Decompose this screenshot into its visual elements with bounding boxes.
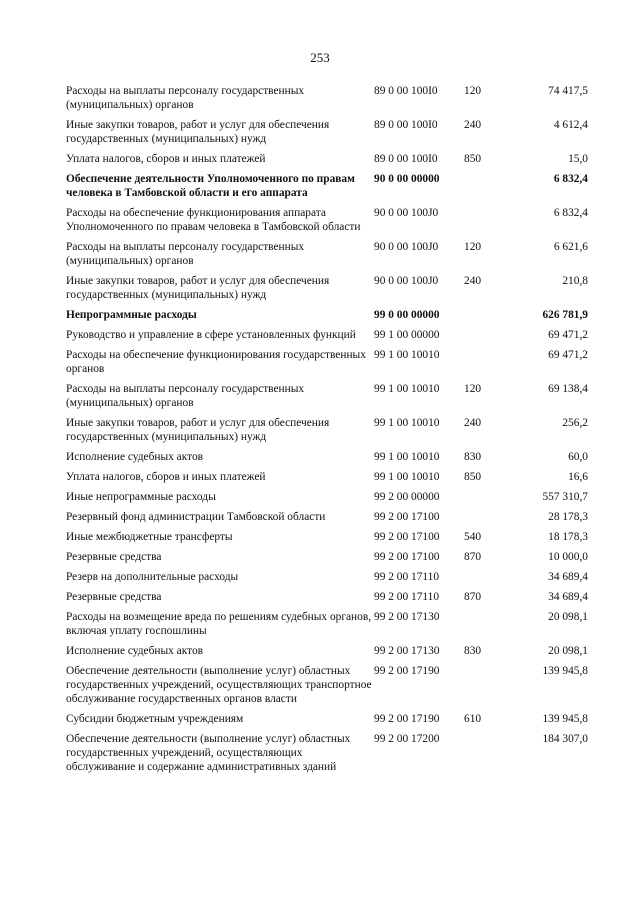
- target-code-cell: 89 0 00 100I0: [374, 119, 438, 131]
- table-row: [66, 382, 588, 416]
- target-code-cell: 99 1 00 10010: [374, 471, 440, 483]
- expense-name-cell: Иные закупки товаров, работ и услуг для обеспечения государственных (муниципальных) нужд: [66, 275, 330, 301]
- expense-name-cell: Резерв на дополнительные расходы: [66, 571, 239, 583]
- table-row: [66, 84, 588, 118]
- table-row: [66, 206, 588, 240]
- target-code-cell: 99 2 00 17110: [374, 591, 440, 603]
- target-code-cell: 99 2 00 17100: [374, 511, 440, 523]
- amount-cell: 557 310,7: [542, 491, 588, 503]
- expense-type-cell: [464, 490, 508, 510]
- table-row: [66, 308, 588, 328]
- target-code-cell: 90 0 00 100J0: [374, 207, 439, 219]
- amount-cell: 4 612,4: [553, 119, 588, 131]
- expense-name-cell: Расходы на обеспечение функционирования государственных органов: [66, 349, 366, 375]
- table-row: [66, 172, 588, 206]
- expense-name-cell: Резервные средства: [66, 551, 162, 563]
- expense-type-cell: 870: [464, 591, 482, 603]
- target-code-cell: 90 0 00 100J0: [374, 275, 439, 287]
- expense-type-cell: [464, 610, 508, 644]
- expense-type-cell: 240: [464, 275, 482, 287]
- target-code-cell: 99 2 00 17100: [374, 551, 440, 563]
- expense-name-cell: Субсидии бюджетным учреждениям: [66, 713, 244, 725]
- target-code-cell: 89 0 00 100I0: [374, 153, 438, 165]
- amount-cell: 6 621,6: [553, 241, 588, 253]
- table-row: [66, 470, 588, 490]
- expense-type-cell: [464, 172, 508, 206]
- table-row: [66, 416, 588, 450]
- amount-cell: 34 689,4: [548, 571, 588, 583]
- amount-cell: 6 832,4: [553, 173, 588, 185]
- expense-type-cell: [464, 328, 508, 348]
- table-row: [66, 274, 588, 308]
- expense-name-cell: Иные закупки товаров, работ и услуг для обеспечения государственных (муниципальных) нужд: [66, 417, 330, 443]
- amount-cell: 184 307,0: [542, 733, 588, 745]
- expense-name-cell: Обеспечение деятельности Уполномоченного по правам человека в Тамбовской области и его аппарата: [66, 173, 355, 199]
- table-row: [66, 450, 588, 470]
- table-row: [66, 590, 588, 610]
- expense-name-cell: Резервные средства: [66, 591, 162, 603]
- target-code-cell: 89 0 00 100I0: [374, 85, 438, 97]
- amount-cell: 256,2: [562, 417, 588, 429]
- expense-type-cell: 850: [464, 471, 482, 483]
- expense-type-cell: [464, 664, 508, 712]
- expense-type-cell: 120: [464, 383, 482, 395]
- expense-type-cell: 830: [464, 451, 482, 463]
- target-code-cell: 99 2 00 17100: [374, 531, 440, 543]
- budget-table: [66, 84, 588, 780]
- expense-type-cell: 120: [464, 241, 482, 253]
- target-code-cell: 99 2 00 17190: [374, 665, 440, 677]
- expense-name-cell: Руководство и управление в сфере установленных функций: [66, 329, 356, 341]
- amount-cell: 139 945,8: [542, 665, 588, 677]
- table-row: [66, 510, 588, 530]
- expense-type-cell: [464, 206, 508, 240]
- expense-type-cell: 120: [464, 85, 482, 97]
- table-row: [66, 240, 588, 274]
- expense-type-cell: 540: [464, 531, 482, 543]
- target-code-cell: 99 2 00 17130: [374, 611, 440, 623]
- amount-cell: 60,0: [568, 451, 588, 463]
- target-code-cell: 99 2 00 17110: [374, 571, 440, 583]
- table-row: [66, 118, 588, 152]
- expense-name-cell: Иные непрограммные расходы: [66, 491, 216, 503]
- target-code-cell: 99 1 00 00000: [374, 329, 440, 341]
- amount-cell: 15,0: [568, 153, 588, 165]
- target-code-cell: 99 1 00 10010: [374, 451, 440, 463]
- amount-cell: 69 471,2: [548, 329, 588, 341]
- amount-cell: 6 832,4: [553, 207, 588, 219]
- expense-type-cell: [464, 732, 508, 780]
- table-row: [66, 348, 588, 382]
- expense-type-cell: 830: [464, 645, 482, 657]
- amount-cell: 626 781,9: [542, 309, 588, 321]
- amount-cell: 20 098,1: [548, 611, 588, 623]
- expense-name-cell: Расходы на выплаты персоналу государственных (муниципальных) органов: [66, 383, 305, 409]
- table-row: [66, 328, 588, 348]
- table-row: [66, 644, 588, 664]
- amount-cell: 74 417,5: [548, 85, 588, 97]
- table-row: [66, 732, 588, 780]
- expense-name-cell: Расходы на обеспечение функционирования аппарата Уполномоченного по правам человека в Тамбовской области: [66, 207, 361, 233]
- expense-type-cell: [464, 510, 508, 530]
- expense-type-cell: [464, 308, 508, 328]
- expense-name-cell: Иные закупки товаров, работ и услуг для обеспечения государственных (муниципальных) нужд: [66, 119, 330, 145]
- expense-name-cell: Расходы на выплаты персоналу государственных (муниципальных) органов: [66, 85, 305, 111]
- expense-name-cell: Иные межбюджетные трансферты: [66, 531, 233, 543]
- expense-type-cell: 870: [464, 551, 482, 563]
- expense-name-cell: Обеспечение деятельности (выполнение услуг) областных государственных учреждений, осуществляющих обслуживание и содержание административных зданий: [66, 733, 351, 773]
- amount-cell: 69 138,4: [548, 383, 588, 395]
- expense-name-cell: Исполнение судебных актов: [66, 451, 204, 463]
- expense-type-cell: 240: [464, 119, 482, 131]
- table-row: [66, 664, 588, 712]
- target-code-cell: 99 2 00 17130: [374, 645, 440, 657]
- expense-name-cell: Расходы на возмещение вреда по решениям судебных органов, включая уплату госпошлины: [66, 611, 372, 637]
- expense-type-cell: 850: [464, 153, 482, 165]
- expense-type-cell: [464, 348, 508, 382]
- amount-cell: 18 178,3: [548, 531, 588, 543]
- table-row: [66, 530, 588, 550]
- amount-cell: 69 471,2: [548, 349, 588, 361]
- amount-cell: 20 098,1: [548, 645, 588, 657]
- target-code-cell: 99 1 00 10010: [374, 383, 440, 395]
- table-row: [66, 490, 588, 510]
- amount-cell: 16,6: [568, 471, 588, 483]
- target-code-cell: 99 1 00 10010: [374, 417, 440, 429]
- target-code-cell: 99 2 00 00000: [374, 491, 440, 503]
- table-row: [66, 550, 588, 570]
- amount-cell: 139 945,8: [542, 713, 588, 725]
- amount-cell: 210,8: [562, 275, 588, 287]
- target-code-cell: 90 0 00 100J0: [374, 241, 439, 253]
- target-code-cell: 99 2 00 17190: [374, 713, 440, 725]
- table-row: [66, 712, 588, 732]
- expense-name-cell: Исполнение судебных актов: [66, 645, 204, 657]
- expense-type-cell: 240: [464, 417, 482, 429]
- budget-table-body: [66, 84, 588, 780]
- expense-name-cell: Уплата налогов, сборов и иных платежей: [66, 153, 266, 165]
- expense-name-cell: Непрограммные расходы: [66, 309, 197, 321]
- expense-type-cell: 610: [464, 713, 482, 725]
- target-code-cell: 90 0 00 00000: [374, 173, 440, 185]
- expense-name-cell: Расходы на выплаты персоналу государственных (муниципальных) органов: [66, 241, 305, 267]
- target-code-cell: 99 2 00 17200: [374, 733, 440, 745]
- amount-cell: 10 000,0: [548, 551, 588, 563]
- table-row: [66, 570, 588, 590]
- amount-cell: 34 689,4: [548, 591, 588, 603]
- target-code-cell: 99 0 00 00000: [374, 309, 440, 321]
- amount-cell: 28 178,3: [548, 511, 588, 523]
- table-row: [66, 610, 588, 644]
- expense-name-cell: Резервный фонд администрации Тамбовской области: [66, 511, 326, 523]
- expense-name-cell: Обеспечение деятельности (выполнение услуг) областных государственных учреждений, осуществляющих транспортное обслуживание государственных органов власти: [66, 665, 372, 705]
- target-code-cell: 99 1 00 10010: [374, 349, 440, 361]
- table-row: [66, 152, 588, 172]
- page-number: 253: [310, 50, 330, 65]
- expense-name-cell: Уплата налогов, сборов и иных платежей: [66, 471, 266, 483]
- expense-type-cell: [464, 570, 508, 590]
